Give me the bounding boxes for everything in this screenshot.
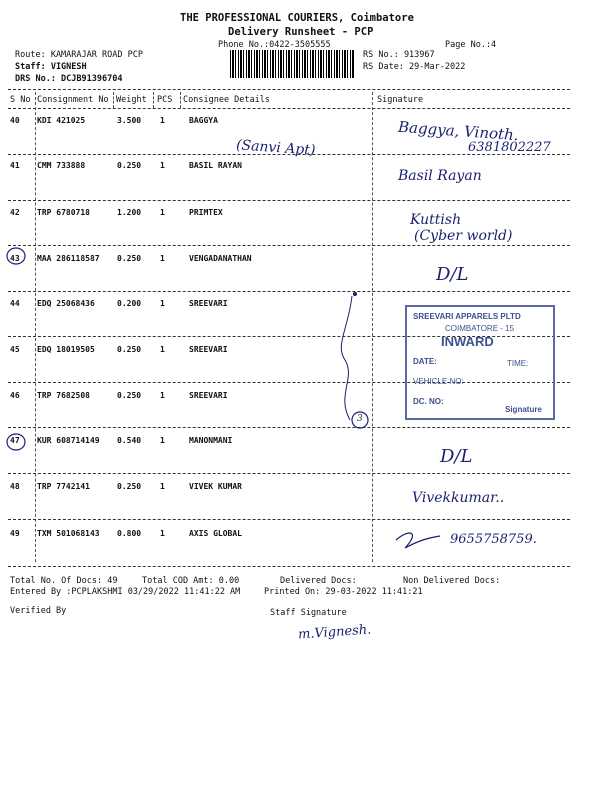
inward-stamp: [405, 305, 555, 420]
handwritten-note: (Sanvi Apt): [235, 137, 316, 159]
staff: Staff: VIGNESH: [15, 62, 87, 72]
handwritten-signature: Kuttish: [410, 212, 462, 228]
row-consignee: BASIL RAYAN: [189, 161, 242, 170]
row-consignee: PRIMTEX: [189, 208, 223, 217]
stamp-inward: INWARD: [441, 334, 494, 349]
row-sno: 47: [10, 436, 20, 445]
page-number: Page No.:4: [445, 40, 497, 50]
row-weight: 0.540: [117, 436, 142, 445]
row-consignee: AXIS GLOBAL: [189, 529, 242, 538]
row-weight: 0.800: [117, 529, 142, 538]
stamp-company: SREEVARI APPARELS PLTD: [413, 312, 521, 321]
row-sno: 43: [10, 254, 20, 263]
route: Route: KAMARAJAR ROAD PCP: [15, 50, 143, 60]
row-consignment: MAA 286118587: [37, 254, 100, 263]
row-consignment: TXM 501068143: [37, 529, 100, 538]
row-consignee: BAGGYA: [189, 116, 218, 125]
row-weight: 0.250: [117, 161, 142, 170]
handwritten-signature: Vivekkumar..: [412, 490, 505, 506]
col-pcs: PCS: [157, 95, 173, 105]
row-consignee: SREEVARI: [189, 299, 228, 308]
stamp-signature-label: Signature: [505, 405, 542, 414]
row-pcs: 1: [160, 436, 165, 445]
row-sno: 49: [10, 529, 20, 538]
col-consignment: Consignment No: [37, 95, 109, 105]
row-sno: 42: [10, 208, 20, 217]
verified-by: Verified By: [10, 606, 67, 616]
row-consignment: KDI 421025: [37, 116, 86, 125]
drs-number: DRS No.: DCJB91396704: [15, 74, 123, 84]
row-consignee: MANONMANI: [189, 436, 233, 445]
row-pcs: 1: [160, 299, 165, 308]
row-weight: 1.200: [117, 208, 142, 217]
stamp-date-label: DATE:: [413, 357, 437, 366]
row-weight: 0.250: [117, 345, 142, 354]
stamp-dc-label: DC. NO:: [413, 397, 444, 406]
handwritten-phone: 9655758759.: [450, 532, 537, 547]
row-sno: 48: [10, 482, 20, 491]
handwritten-note: (Cyber world): [414, 228, 513, 244]
row-weight: 0.250: [117, 482, 142, 491]
row-consignment: EDQ 25068436: [37, 299, 95, 308]
row-weight: 0.200: [117, 299, 142, 308]
non-delivered-docs: Non Delivered Docs:: [403, 576, 501, 586]
handwritten-signature: Basil Rayan: [398, 168, 482, 184]
row-pcs: 1: [160, 208, 165, 217]
stamp-city: COIMBATORE - 15: [445, 324, 515, 333]
row-pcs: 1: [160, 254, 165, 263]
total-docs: Total No. Of Docs: 49: [10, 576, 118, 586]
row-consignment: CMM 733888: [37, 161, 86, 170]
row-consignee: SREEVARI: [189, 345, 228, 354]
delivered-docs: Delivered Docs:: [280, 576, 357, 586]
staff-handwritten-signature: m.Vignesh.: [297, 622, 372, 643]
row-weight: 3.500: [117, 116, 142, 125]
entered-by: Entered By :PCPLAKSHMI 03/29/2022 11:41:22 AM: [10, 587, 241, 597]
rs-number: RS No.: 913967: [363, 50, 435, 60]
row-consignment: TRP 7742141: [37, 482, 90, 491]
row-pcs: 1: [160, 161, 165, 170]
col-consignee: Consignee Details: [183, 95, 270, 105]
row-consignee: VENGADANATHAN: [189, 254, 252, 263]
row-pcs: 1: [160, 529, 165, 538]
row-consignment: TRP 6780718: [37, 208, 90, 217]
staff-signature-label: Staff Signature: [270, 608, 347, 618]
row-weight: 0.250: [117, 391, 142, 400]
col-signature: Signature: [377, 95, 424, 105]
handwritten-phone: 6381802227: [468, 140, 551, 155]
row-consignment: KUR 608714149: [37, 436, 100, 445]
row-sno: 45: [10, 345, 20, 354]
row-sno: 40: [10, 116, 20, 125]
row-sno: 44: [10, 299, 20, 308]
rs-date: RS Date: 29-Mar-2022: [363, 62, 466, 72]
document-title: THE PROFESSIONAL COURIERS, Coimbatore: [180, 12, 414, 24]
row-pcs: 1: [160, 116, 165, 125]
row-consignee: VIVEK KUMAR: [189, 482, 242, 491]
document-subtitle: Delivery Runsheet - PCP: [228, 26, 374, 38]
circled-number: 3: [357, 414, 363, 424]
row-consignment: TRP 7682508: [37, 391, 90, 400]
row-pcs: 1: [160, 345, 165, 354]
printed-on: Printed On: 29-03-2022 11:41:21: [264, 587, 423, 597]
total-cod: Total COD Amt: 0.00: [142, 576, 240, 586]
row-sno: 46: [10, 391, 20, 400]
phone-number: Phone No.:0422-3505555: [218, 40, 331, 50]
stamp-time-label: TIME:: [507, 359, 529, 368]
handwritten-signature: D/L: [440, 446, 473, 467]
row-weight: 0.250: [117, 254, 142, 263]
col-weight: Weight: [116, 95, 147, 105]
stamp-vehicle-label: VEHICLE NO:: [413, 377, 464, 386]
row-sno: 41: [10, 161, 20, 170]
row-consignment: EDQ 18019505: [37, 345, 95, 354]
handwritten-signature: D/L: [436, 264, 469, 285]
handwritten-signature: Baggya, Vinoth.: [397, 117, 520, 145]
row-pcs: 1: [160, 482, 165, 491]
col-sno: S No: [10, 95, 31, 105]
row-pcs: 1: [160, 391, 165, 400]
row-consignee: SREEVARI: [189, 391, 228, 400]
